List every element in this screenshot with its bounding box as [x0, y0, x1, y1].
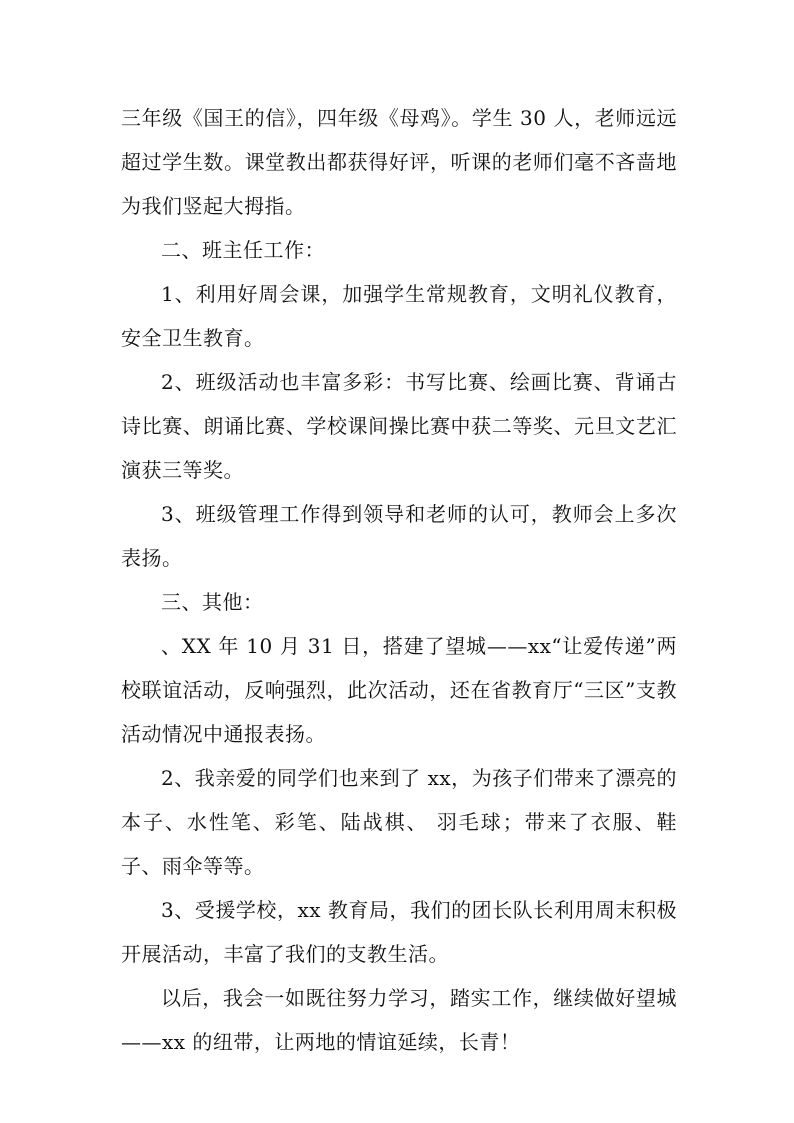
list-item: 2、班级活动也丰富多彩：书写比赛、绘画比赛、背诵古诗比赛、朗诵比赛、学校课间操比赛中获二等奖、元旦文艺汇演获三等奖。	[121, 370, 677, 482]
section-heading-class-teacher-work: 二、班主任工作：	[161, 238, 325, 262]
document-body	[121, 96, 677, 1064]
paragraph-intro: 三年级《国王的信》，四年级《母鸡》。学生 30 人，老师远远超过学生数。课堂教出都获得好评，听课的老师们毫不吝啬地为我们竖起大拇指。	[121, 106, 677, 218]
list-item: 3、受援学校，xx 教育局，我们的团长队长利用周末积极开展活动，丰富了我们的支教生活。	[121, 898, 677, 966]
paragraph-conclusion: 以后，我会一如既往努力学习，踏实工作，继续做好望城——xx 的纽带，让两地的情谊延续，长青！	[121, 986, 677, 1054]
list-item: 、XX 年 10 月 31 日，搭建了望城——xx“让爱传递”两校联谊活动，反响强烈，此次活动，还在省教育厅“三区”支教活动情况中通报表扬。	[121, 634, 677, 746]
list-item: 1、利用好周会课，加强学生常规教育，文明礼仪教育，安全卫生教育。	[121, 282, 677, 350]
section-heading-other: 三、其他：	[161, 590, 264, 614]
list-item: 3、班级管理工作得到领导和老师的认可，教师会上多次表扬。	[121, 502, 677, 570]
list-item: 2、我亲爱的同学们也来到了 xx，为孩子们带来了漂亮的本子、水性笔、彩笔、陆战棋、 羽毛球；带来了衣服、鞋子、雨伞等等。	[121, 766, 677, 878]
